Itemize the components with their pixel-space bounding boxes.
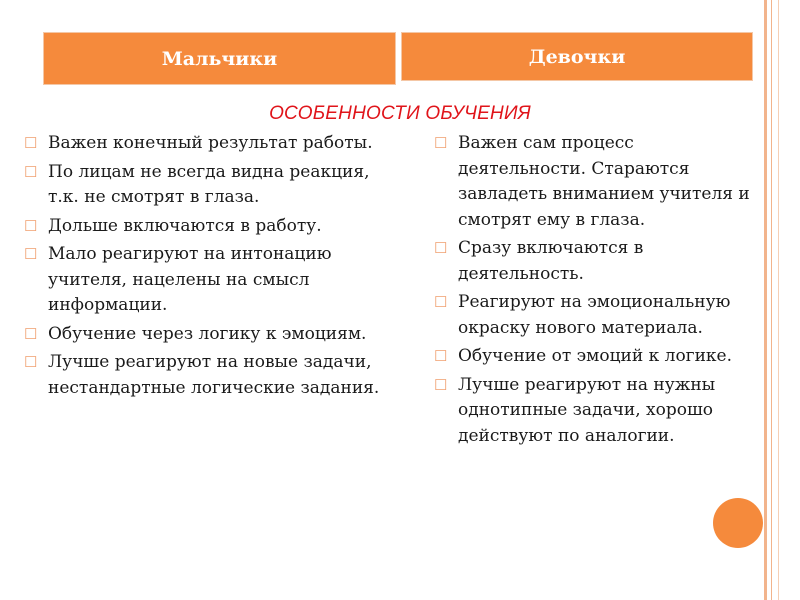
list-item: [434, 131, 754, 233]
list-item-text: Лучше реагируют на нужны однотипные задачи, хорошо действуют по аналогии.: [458, 374, 716, 446]
list-item-text: Обучение через логику к эмоциям.: [48, 323, 367, 344]
header-boys: Мальчики: [43, 32, 396, 85]
decorative-edge-line: [778, 0, 779, 600]
list-item-text: Мало реагируют на интонацию учителя, нацелены на смысл информации.: [48, 244, 332, 315]
checkbox-bullet-icon: ☐: [24, 162, 38, 181]
checkbox-bullet-icon: ☐: [24, 324, 38, 343]
list-item: [24, 160, 384, 211]
list-item: [24, 350, 384, 401]
checkbox-bullet-icon: ☐: [434, 375, 448, 394]
checkbox-bullet-icon: ☐: [24, 216, 38, 235]
checkbox-bullet-icon: ☐: [434, 134, 448, 152]
list-item: [24, 242, 384, 319]
list-item: [434, 236, 754, 287]
checkbox-bullet-icon: ☐: [434, 347, 448, 365]
list-item: [24, 322, 384, 348]
list-item-text: Важен конечный результат работы.: [48, 133, 373, 153]
list-item-text: Важен сам процесс деятельности. Стараются завладеть вниманием учителя и смотрят ему в глаза.: [458, 133, 750, 230]
list-item: [24, 214, 384, 240]
list-item-text: Дольше включаются в работу.: [48, 215, 322, 236]
checkbox-bullet-icon: ☐: [24, 245, 38, 263]
list-item: [434, 373, 754, 450]
list-item-text: По лицам не всегда видна реакция, т.к. не смотрят в глаза.: [48, 161, 370, 207]
section-title: ОСОБЕННОСТИ ОБУЧЕНИЯ: [269, 103, 531, 124]
decorative-edge-line: [764, 0, 767, 600]
girls-list: [434, 131, 754, 452]
decorative-edge-line: [771, 0, 772, 600]
list-item: [434, 290, 754, 341]
boys-list: [24, 131, 384, 404]
list-item-text: Лучше реагируют на новые задачи, нестандартные логические задания.: [48, 352, 380, 398]
checkbox-bullet-icon: ☐: [434, 239, 448, 257]
checkbox-bullet-icon: ☐: [24, 353, 38, 371]
list-item-text: Обучение от эмоций к логике.: [458, 346, 733, 366]
checkbox-bullet-icon: ☐: [24, 134, 38, 152]
list-item: [434, 344, 754, 370]
list-item-text: Реагируют на эмоциональную окраску нового материала.: [458, 292, 731, 338]
list-item: [24, 131, 384, 157]
list-item-text: Сразу включаются в деятельность.: [458, 238, 644, 284]
checkbox-bullet-icon: ☐: [434, 293, 448, 311]
decorative-circle: [713, 498, 763, 548]
header-girls: Девочки: [401, 32, 753, 81]
